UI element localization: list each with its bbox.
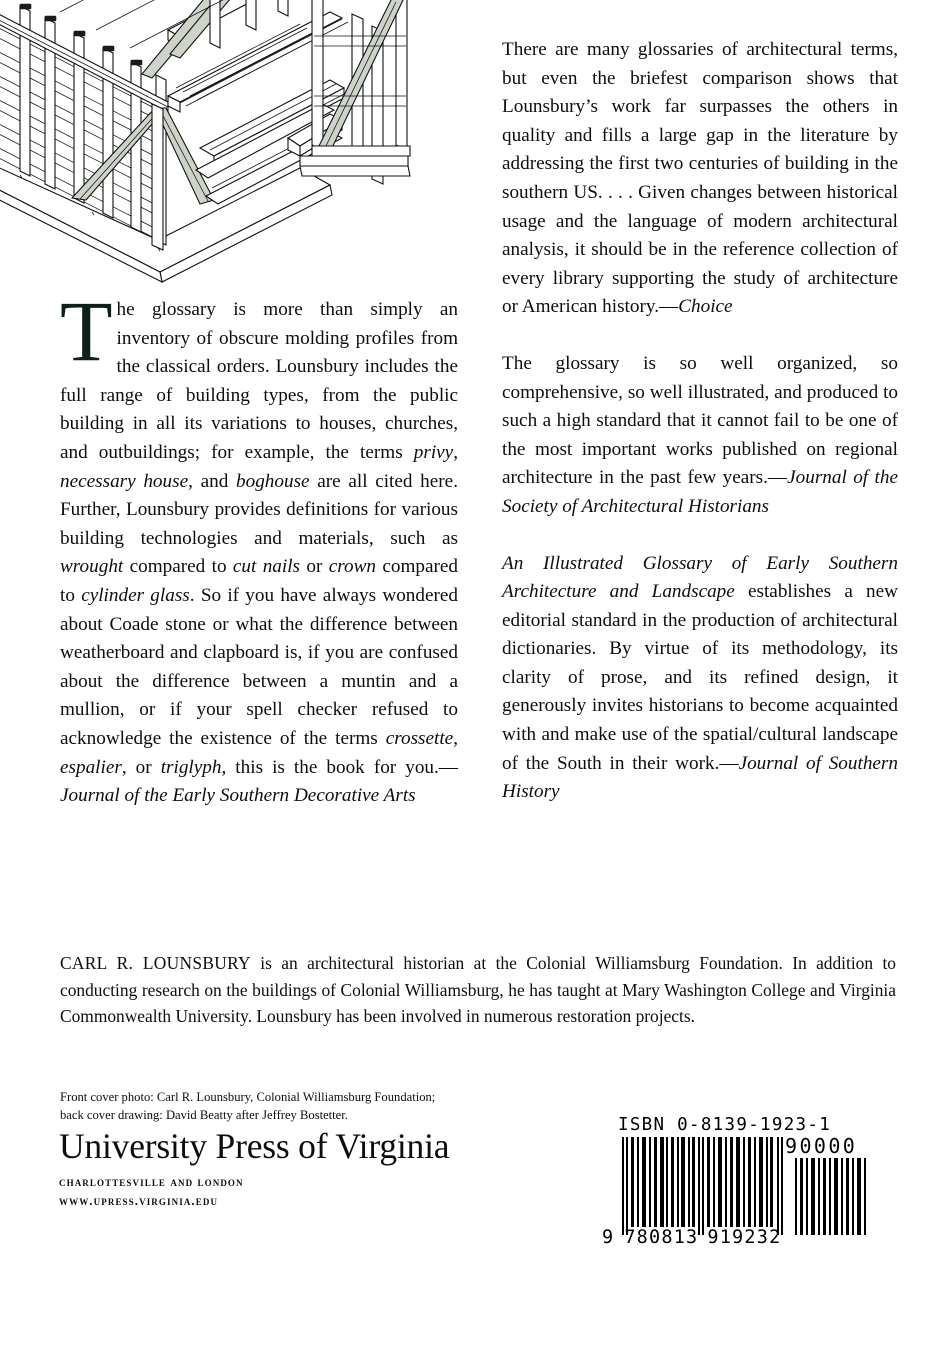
author-bio-text: is an architectural historian at the Colonial Williamsburg Foundation. In addition to conducting research on the buildings of Colonial Williamsburg, he has taught at Mary Washington College and Virginia Commonwealth University. Lounsbury has been involved in numerous restoration projects. — [60, 953, 896, 1026]
blurb-italic-run: privy — [413, 441, 454, 463]
blurb-text-run: he glossary is more than simply an inventory of obscure molding profiles from the classical orders. Lounsbury includes the full range of building types, from the public building in all its variations to houses, churches, and outbuildings; for example, the terms — [60, 299, 458, 463]
blurb-text-run: compared to — [123, 556, 233, 578]
blurb-text-run: The glossary is so well organized, so comprehensive, so well illustrated, and produced to such a high standard that it cannot fail to be one of the most important works published on regional architecture in the past few years.— — [502, 352, 898, 489]
ean-lead-digit: 9 — [602, 1227, 615, 1248]
blurb-source-attribution: Choice — [678, 296, 733, 318]
author-name: CARL R. LOUNSBURY — [60, 953, 251, 973]
center-post — [152, 104, 163, 250]
blurb-text-run: There are many glossaries of architectural terms, but even the briefest comparison shows that Lounsbury’s work far surpasses the others in quality and fills a large gap in the literature by addressing the first two centuries of building in the southern US. . . . Given changes between historical usage and the language of modern architectural analysis, it should be in the reference collection of every library supporting the study of architecture or American history.— — [502, 39, 898, 318]
barcode-addon-label: 90000 — [785, 1134, 858, 1158]
blurb-italic-run: espalier — [60, 756, 122, 778]
blurb-italic-run: cut nails — [232, 556, 301, 578]
publisher-imprint — [59, 1124, 529, 1210]
publisher-url[interactable]: www.upress.virginia.edu — [59, 1193, 219, 1208]
blurb-paragraph-jseda — [60, 283, 458, 811]
blurb-paragraph-choice — [502, 36, 898, 322]
ean-left-group: 780813 — [624, 1227, 699, 1248]
drop-cap-letter: T — [60, 283, 113, 379]
barcode-block — [600, 1115, 900, 1255]
author-bio — [60, 950, 896, 1030]
blurb-text-run: establishes a new editorial standard in the production of architectural dictionaries. By virtue of its methodology, its clarity of prose, and its refined design, it generously invites historians to become acquainted with and make use of the spatial/cultural landscape of the South in their work.— — [502, 581, 898, 774]
blurb-source-attribution: Journal of Southern History — [502, 752, 898, 803]
blurb-paragraph-jsah — [502, 350, 898, 522]
blurb-italic-run: necessary house — [60, 470, 189, 492]
barcode-addon-symbol — [793, 1158, 868, 1235]
wall-braces-shaded — [72, 108, 214, 204]
ean13-human-readable-digits — [602, 1227, 781, 1248]
ceiling-joists — [30, 0, 300, 48]
ean-right-group: 919232 — [707, 1227, 782, 1248]
blurb-italic-run: triglyph — [160, 756, 222, 778]
blurb-italic-run: crown — [328, 556, 376, 578]
blurb-source-attribution: Journal of the Society of Architectural Historians — [502, 467, 898, 517]
blurb-italic-run: crossette — [385, 727, 454, 749]
cover-credits — [60, 1089, 530, 1124]
blurb-italic-run: boghouse — [236, 470, 310, 492]
timber-frame-isometric-drawing — [0, 0, 470, 300]
blurb-text-run: , this is the book for you.— — [221, 756, 458, 778]
left-blurb-column — [60, 283, 458, 811]
blurb-text-run: , or — [121, 756, 161, 778]
publisher-name: University Press of Virginia — [59, 1126, 450, 1166]
blurb-text-run: . So if you have always wondered about Coade stone or what the difference between weatherboard and clapboard is, if you are confused about the difference between a muntin and a mullion, or if your spell checker refused to acknowledge the existence of the terms — [60, 584, 458, 749]
blurb-italic-run: cylinder glass — [81, 584, 190, 606]
blurb-text-run: or — [300, 556, 329, 578]
blurb-text-run: , and — [188, 470, 236, 492]
blurb-text-run: , — [453, 441, 458, 463]
cover-credit-line-back: back cover drawing: David Beatty after Jeffrey Bostetter. — [60, 1107, 348, 1122]
cover-credit-line-front: Front cover photo: Carl R. Lounsbury, Colonial Williamsburg Foundation; — [60, 1090, 436, 1104]
isbn-label: ISBN 0-8139-1923-1 — [618, 1115, 832, 1135]
blurb-text-run: compared to — [60, 556, 458, 606]
blurb-text-run: are all cited here. Further, Lounsbury provides definitions for various building technologies and materials, such as — [60, 470, 458, 549]
publisher-cities: charlottesville and london — [59, 1174, 244, 1189]
blurb-source-attribution: Journal of the Early Southern Decorative Arts — [60, 785, 416, 807]
cover-illustration — [0, 0, 470, 300]
right-blurb-column — [502, 36, 898, 807]
book-title-italic: An Illustrated Glossary of Early Southern Architecture and Landscape — [502, 552, 898, 603]
blurb-text-run: , — [453, 727, 458, 749]
ean13-barcode-symbol — [620, 1137, 785, 1235]
blurb-paragraph-jsh — [502, 550, 898, 807]
blurb-italic-run: wrought — [60, 556, 124, 578]
